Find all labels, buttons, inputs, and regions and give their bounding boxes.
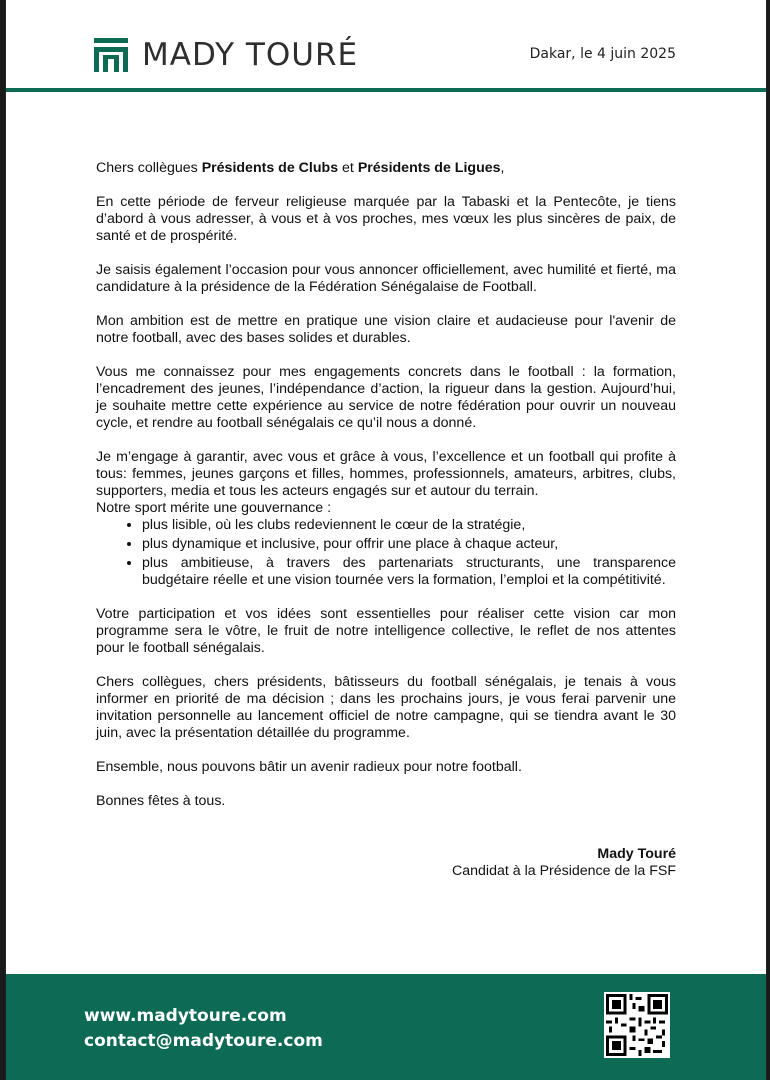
- brand-logo: [94, 38, 358, 72]
- paragraph: En cette période de ferveur religieuse marquée par la Tabaski et la Pentecôte, je tiens d’abord à vous adresser, à vous et à vos proches, mes vœux les plus sincères de paix, de santé et de prospérité.: [96, 194, 676, 244]
- footer-contacts: [84, 1004, 323, 1054]
- letter-body: [96, 160, 676, 827]
- signature-title: Candidat à la Présidence de la FSF: [452, 863, 676, 879]
- brand-name: MADY TOURÉ: [142, 37, 359, 73]
- paragraph: Je m’engage à garantir, avec vous et grâce à vous, l’excellence et un football qui profite à tous: femmes, jeunes garçons et filles, hommes, professionnels, amateurs, arbitres, clubs, supporters, media et tous les acteurs engagés sur et autour du terrain.: [96, 449, 676, 499]
- signature-name: Mady Touré: [597, 846, 676, 862]
- greeting: [96, 160, 676, 177]
- paragraph: Notre sport mérite une gouvernance :: [96, 500, 332, 516]
- email-link[interactable]: contact@madytoure.com: [84, 1031, 323, 1051]
- paragraph: Ensemble, nous pouvons bâtir un avenir radieux pour notre football.: [96, 759, 522, 775]
- greeting-text: Chers collègues: [96, 160, 202, 176]
- paragraph: Je saisis également l’occasion pour vous annoncer officiellement, avec humilité et fierté, ma candidature à la présidence de la Fédération Sénégalaise de Football.: [96, 262, 676, 295]
- greeting-recipient-clubs: Présidents de Clubs: [201, 160, 339, 176]
- signature-block: [452, 846, 676, 880]
- closing: Bonnes fêtes à tous.: [96, 793, 226, 809]
- list-item: • plus lisible, où les clubs redeviennent le cœur de la stratégie,: [142, 517, 676, 534]
- header-divider: [6, 88, 766, 92]
- paragraph: Mon ambition est de mettre en pratique une vision claire et audacieuse pour l'avenir de notre football, avec des bases solides et durables.: [96, 313, 676, 346]
- paragraph: Votre participation et vos idées sont essentielles pour réaliser cette vision car mon programme sera le vôtre, le fruit de notre intelligence collective, le reflet de nos attentes pour le football sénégalais.: [96, 606, 676, 656]
- qr-code-icon: [604, 992, 670, 1058]
- letter-date: Dakar, le 4 juin 2025: [529, 46, 676, 62]
- footer: [6, 974, 766, 1080]
- governance-list: [96, 517, 676, 589]
- letter-page: [5, 0, 767, 1080]
- list-item: • plus dynamique et inclusive, pour offrir une place à chaque acteur,: [142, 536, 676, 553]
- mt-monogram-icon: [94, 38, 128, 72]
- greeting-text: et: [338, 160, 358, 176]
- paragraph: Vous me connaissez pour mes engagements concrets dans le football : la formation, l’encadrement des jeunes, l’indépendance d’action, la rigueur dans la gestion. Aujourd’hui, je souhaite mettre cette expérience au service de notre fédération pour ouvrir un nouveau cycle, et rendre au football sénégalais ce qu’il nous a donné.: [96, 364, 676, 431]
- greeting-recipient-leagues: Présidents de Ligues: [357, 160, 501, 176]
- list-item: • plus ambitieuse, à travers des partenariats structurants, une transparence budgétaire réelle et une vision tournée vers la formation, l’emploi et la compétitivité.: [142, 555, 676, 589]
- paragraph: Chers collègues, chers présidents, bâtisseurs du football sénégalais, je tenais à vous informer en priorité de ma décision ; dans les prochains jours, je vous ferai parvenir une invitation personnelle au lancement officiel de notre campagne, qui se tiendra avant le 30 juin, avec la présentation détaillée du programme.: [96, 674, 676, 741]
- website-link[interactable]: www.madytoure.com: [84, 1006, 287, 1026]
- greeting-text: ,: [500, 160, 505, 176]
